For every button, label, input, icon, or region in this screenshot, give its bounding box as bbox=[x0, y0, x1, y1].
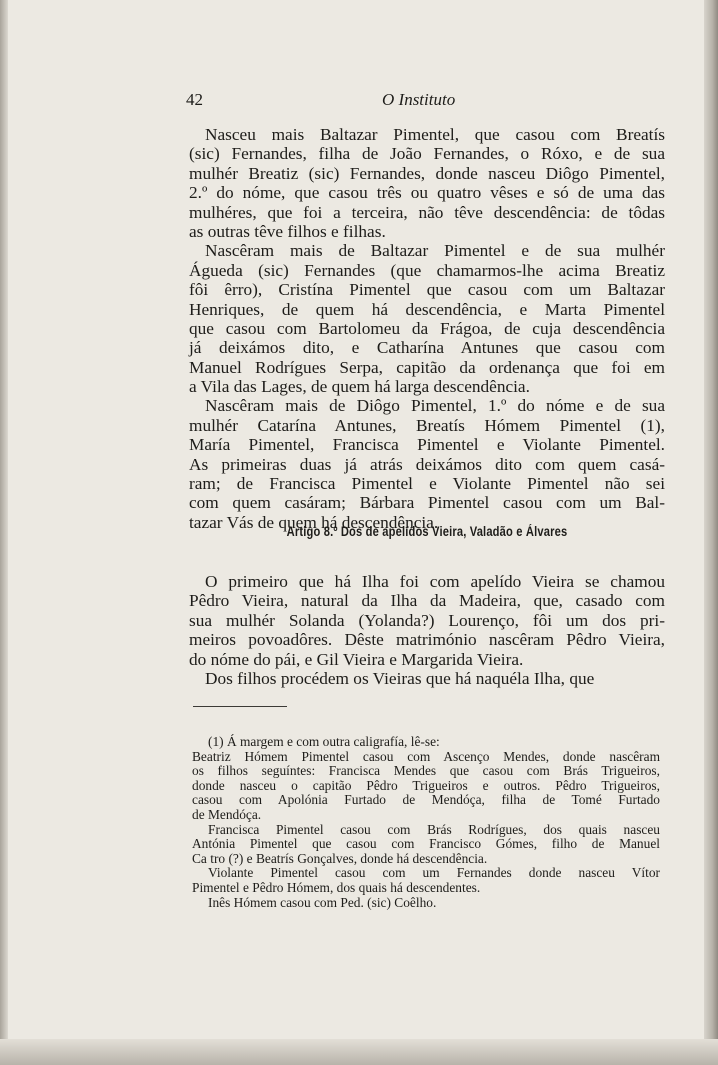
text-line: mulhér Catarína Antunes, Breatís Hómem Pimentel (1), bbox=[189, 415, 665, 435]
running-head bbox=[186, 90, 666, 114]
text-line: O primeiro que há Ilha foi com apelído Vieira se chamou bbox=[205, 572, 665, 591]
page-edge-right bbox=[704, 0, 718, 1065]
text-line: Nasceu mais Baltazar Pimentel, que casou com Breatís bbox=[205, 125, 665, 144]
footnote-entry bbox=[192, 866, 660, 895]
footnote-line: os filhos seguíntes: Francisca Mendes que casou com Brás Trigueiros, bbox=[192, 763, 660, 779]
footnote-entry bbox=[192, 750, 660, 823]
article-heading: Artigo 8.º Dos de apelídos Vieira, Valadão e Álvares bbox=[286, 524, 568, 539]
text-line: meiros povoadôres. Dêste matrimónio nascêram Pêdro Vieira, bbox=[189, 630, 665, 650]
text-line: As primeiras duas já atrás deixámos dito com quem casá- bbox=[189, 454, 665, 474]
page-number: 42 bbox=[186, 90, 203, 109]
footnote-line: Inês Hómem casou com Ped. (sic) Coêlho. bbox=[208, 894, 437, 910]
footnote-line: Antónia Pimentel que casou com Francisco Gómes, filho de Manuel bbox=[192, 836, 660, 852]
footnote-line: Beatriz Hómem Pimentel casou com Ascenço Mendes, donde nascêram bbox=[192, 748, 660, 764]
footnote-intro: (1) Á margem e com outra caligrafía, lê-se: bbox=[208, 734, 440, 749]
text-line: Nascêram mais de Baltazar Pimentel e de sua mulhér bbox=[205, 241, 665, 261]
paragraph bbox=[189, 669, 665, 688]
text-line: Manuel Rodrígues Serpa, capitão da ordenança que foi em bbox=[189, 357, 665, 377]
footnote-line: Francisca Pimentel casou com Brás Rodrígues, dos quais nasceu bbox=[208, 821, 660, 837]
footnote-line: donde nasceu o capitão Pêdro Trigueiros e outros. Pêdro Trigueiros, bbox=[192, 777, 660, 793]
main-text-block-2 bbox=[189, 572, 665, 688]
text-line: a Vila das Lages, de quem há larga descendência. bbox=[189, 377, 530, 397]
text-line: María Pimentel, Francisca Pimentel e Violante Pimentel. bbox=[189, 435, 665, 455]
text-line: ram; de Francisca Pimentel e Violante Pimentel não sei bbox=[189, 474, 665, 494]
footnote-line: Ca tro (?) e Beatrís Gonçalves, donde há descendência. bbox=[192, 850, 488, 866]
running-title: O Instituto bbox=[382, 90, 456, 109]
footnote-entry bbox=[192, 823, 660, 867]
text-line: com quem casáram; Bárbara Pimentel casou com um Bal- bbox=[189, 493, 665, 513]
text-line: Henriques, de quem há descendência, e Marta Pimentel bbox=[189, 299, 665, 319]
paragraph bbox=[189, 572, 665, 669]
text-line: Águeda (sic) Fernandes (que chamarmos-lhe acima Breatiz bbox=[189, 260, 665, 280]
paragraph bbox=[189, 241, 665, 396]
text-line: Dos filhos procédem os Vieiras que há naquéla Ilha, que bbox=[205, 668, 595, 688]
text-line: tazar Vás de quem há descendência. bbox=[189, 512, 439, 532]
main-text-block-1 bbox=[189, 125, 665, 532]
paragraph bbox=[189, 396, 665, 532]
text-line: do nóme do pái, e Gil Vieira e Margarida Vieira. bbox=[189, 649, 524, 669]
footnotes bbox=[192, 735, 660, 910]
footnote-line: Pimentel e Pêdro Hómem, dos quais há descendentes. bbox=[192, 879, 481, 895]
text-line: as outras têve filhos e filhas. bbox=[189, 221, 386, 241]
text-line: que casou com Bartolomeu da Frágoa, de cuja descendência bbox=[189, 318, 665, 338]
text-line: mulhéres, que foi a terceira, não têve descendência: de tôdas bbox=[189, 202, 665, 222]
text-line: 2.º do nóme, que casou três ou quatro vêses e só de uma das bbox=[189, 183, 665, 203]
text-line: mulhér Breatiz (sic) Fernandes, donde nasceu Diôgo Pimentel, bbox=[189, 163, 665, 183]
text-line: já deixámos dito, e Catharína Antunes que casou com bbox=[189, 338, 665, 358]
footnote-line: de Mendóça. bbox=[192, 806, 262, 822]
text-line: Pêdro Vieira, natural da Ilha da Madeira, que, casado com bbox=[189, 591, 665, 611]
footnote-line: casou com Apolónia Furtado de Mendóça, filha de Tomé Furtado bbox=[192, 792, 660, 808]
page-gutter-shadow bbox=[0, 0, 8, 1065]
paragraph bbox=[189, 125, 665, 241]
text-line: Nascêram mais de Diôgo Pimentel, 1.º do nóme e de sua bbox=[205, 396, 665, 416]
footnote-line: Violante Pimentel casou com um Fernandes donde nasceu Vítor bbox=[208, 865, 660, 881]
text-line: sua mulhér Solanda (Yolanda?) Lourenço, fôi um dos pri- bbox=[189, 610, 665, 630]
text-line: fôi êrro), Cristína Pimentel que casou com um Baltazar bbox=[189, 280, 665, 300]
footnote-entry bbox=[192, 896, 660, 911]
page-edge-bottom bbox=[0, 1039, 718, 1065]
text-line: (sic) Fernandes, filha de João Fernandes, o Róxo, e de sua bbox=[189, 144, 665, 164]
footnote-separator-rule bbox=[193, 706, 287, 707]
